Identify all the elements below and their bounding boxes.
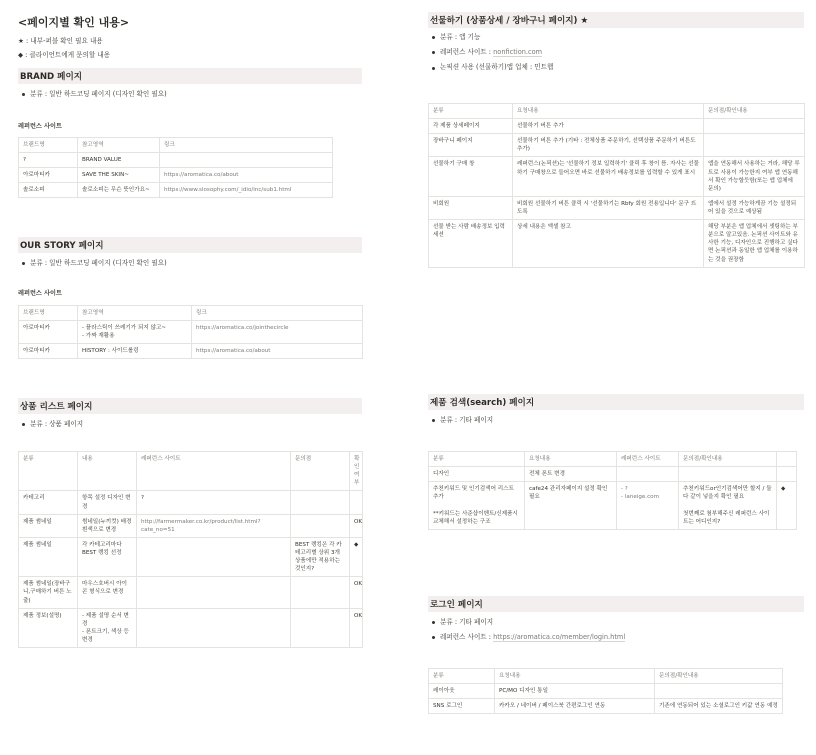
table-header: 분류	[19, 452, 78, 491]
brand-heading: BRAND 페이지	[18, 68, 362, 84]
table-cell: 각 제품 상세페이지	[429, 119, 513, 134]
table-cell: 선물하기 구매 창	[429, 157, 513, 196]
product-list-table	[18, 451, 363, 648]
table-header: 내용	[78, 452, 137, 491]
table-cell: OK	[350, 514, 363, 537]
table-cell: 아로마티카	[19, 321, 78, 344]
table-cell: 해당 부분은 앱 업체에서 셋팅하는 부분으로 알고있음. 논픽션 사이트와 유사한 기능, 디자인으로 진행하고 싶다면 논픽션과 동일한 앱 업체를 이용하는 것을 권장함	[704, 220, 805, 268]
table-header: 분류	[429, 104, 513, 119]
table-cell: ◆	[777, 482, 797, 530]
table-cell: 아로마티카	[19, 344, 78, 359]
table-header: 링크	[160, 138, 333, 153]
table-cell	[160, 153, 333, 168]
brand-ref-title: 레퍼런스 사이트	[18, 123, 62, 130]
table-cell	[291, 514, 350, 537]
table-header: 레퍼런스 사이트	[137, 452, 291, 491]
bullet-dot	[432, 419, 435, 422]
table-cell: SNS 로그인	[429, 699, 495, 714]
table-cell	[655, 684, 783, 699]
table-cell: 전체 폰트 변경	[525, 467, 617, 482]
gift-reference-link[interactable]: nonfiction.com	[493, 48, 543, 57]
table-cell	[617, 467, 679, 482]
gift-bullet-3-text: 논픽션 사용 (선물하기)앱 업체 : 민트햅	[440, 63, 554, 72]
bullet-dot	[432, 36, 435, 39]
table-header: 참고영역	[78, 306, 192, 321]
table-header: 분류	[429, 669, 495, 684]
table-cell: BRAND VALUE	[78, 153, 160, 168]
table-header: 참고영역	[78, 138, 160, 153]
table-cell: 제품 썸네일(장바구니,구매하기 버튼 노출)	[19, 577, 78, 608]
story-ref-title: 레퍼런스 사이트	[18, 290, 62, 297]
table-cell: 선물하기 버튼 추가 (기타 : 전체상품 주문하기, 선택상품 주문하기 버튼도 추가)	[513, 134, 704, 157]
table-cell: ?	[137, 491, 291, 514]
table-header: 문의점	[291, 452, 350, 491]
table-cell: ?	[19, 153, 78, 168]
login-table	[428, 668, 783, 714]
table-cell	[291, 491, 350, 514]
story-heading: OUR STORY 페이지	[18, 237, 362, 253]
search-table	[428, 451, 797, 530]
login-bullet-2-label: 레퍼런스 사이트 :	[440, 633, 494, 642]
table-cell: 비회원 선물하기 버튼 클릭 시 '선물하기는 Rbfy 회원 전용입니다' 문구 뜨도록	[513, 196, 704, 219]
gift-bullet-2-label: 레퍼런스 사이트 :	[440, 48, 494, 57]
table-cell: 솔로소피	[19, 183, 78, 198]
table-cell: 선물하기 버튼 추가	[513, 119, 704, 134]
table-cell: ◆	[350, 537, 363, 576]
gift-table	[428, 103, 805, 268]
table-cell: 각 카테고리마다 BEST 랭킹 선정	[78, 537, 137, 576]
table-cell: 솔로소피는 무슨 뜻인가요~	[78, 183, 160, 198]
table-cell	[704, 119, 805, 134]
gift-bullet-2	[432, 48, 804, 57]
table-cell: 추천키워드or인기검색어만 할지 / 둘 다 같이 넣을지 확인 필요 첫번째로 첨부해주신 레퍼런스 사이트는 어디인지?	[679, 482, 777, 530]
login-bullet-1-text: 분류 : 기타 페이지	[440, 618, 494, 626]
table-cell: 레이아웃	[429, 684, 495, 699]
table-cell: 제품 썸네일	[19, 537, 78, 576]
table-cell: 카카오 / 네이버 / 페이스북 간편로그인 연동	[495, 699, 655, 714]
login-reference-link[interactable]: https://aromatica.co/member/login.html	[493, 633, 626, 642]
gift-bullet-1-text: 분류 : 앱 기능	[440, 33, 481, 41]
search-bullet-text: 분류 : 기타 페이지	[440, 416, 494, 424]
login-bullet-2	[432, 633, 804, 642]
bullet-dot	[432, 636, 435, 639]
table-cell	[137, 537, 291, 576]
gift-bullet-3	[432, 63, 804, 72]
page-title: <페이지별 확인 내용>	[18, 16, 130, 29]
search-heading: 제품 검색(search) 페이지	[428, 394, 804, 410]
table-header: 링크	[192, 306, 363, 321]
table-cell	[291, 608, 350, 647]
table-cell: 상세 내용은 엑셀 참고	[513, 220, 704, 268]
brand-bullet-text: 분류 : 일반 하드코딩 페이지 (디자인 확인 필요)	[30, 90, 167, 98]
gift-heading: 선물하기 (상품상세 / 장바구니 페이지) ★	[428, 12, 804, 28]
table-cell: HISTORY : 사이드롤링	[78, 344, 192, 359]
product-list-bullet	[22, 420, 362, 429]
table-cell: 기존에 연동되어 있는 소셜로그인 키값 연동 예정	[655, 699, 783, 714]
story-bullet-text: 분류 : 일반 하드코딩 페이지 (디자인 확인 필요)	[30, 259, 167, 267]
table-cell: 선물 받는 사람 배송정보 입력 세션	[429, 220, 513, 268]
table-header: 확인여부	[350, 452, 363, 491]
table-cell: 제품 정보(설명)	[19, 608, 78, 647]
legend-client: ◆ : 클라이언트에게 문의할 내용	[18, 50, 111, 59]
bullet-dot	[22, 93, 25, 96]
table-cell: 아로마티카	[19, 168, 78, 183]
table-cell	[777, 467, 797, 482]
table-cell	[350, 491, 363, 514]
table-cell: 장바구니 페이지	[429, 134, 513, 157]
table-header	[777, 452, 797, 467]
table-header: 레퍼런스 사이트	[617, 452, 679, 467]
search-bullet	[432, 416, 804, 425]
link-cell[interactable]: https://aromatica.co/about	[192, 344, 363, 359]
bullet-dot	[432, 621, 435, 624]
link-cell[interactable]: http://farmermaker.co.kr/product/list.html?cate_no=51	[137, 514, 291, 537]
table-header: 브랜드명	[19, 306, 78, 321]
table-header: 분류	[429, 452, 525, 467]
legend-internal: ★ : 내부-퍼블 확인 필요 내용	[18, 37, 103, 45]
table-cell	[291, 577, 350, 608]
table-header: 문의점/확인내용	[655, 669, 783, 684]
table-header: 요청내용	[513, 104, 704, 119]
table-header: 요청내용	[495, 669, 655, 684]
table-cell: 앱에서 설정 가능하게끔 기능 설정되어 있을 것으로 예상됨	[704, 196, 805, 219]
table-cell	[679, 467, 777, 482]
link-cell[interactable]: https://aromatica.co/about	[160, 168, 333, 183]
table-cell: - 플라스틱이 쓰레기가 되지 않고~ - 가짜 재활용	[78, 321, 192, 344]
table-cell: PC/MO 디자인 통일	[495, 684, 655, 699]
brand-ref-table	[18, 137, 333, 198]
product-list-heading: 상품 리스트 페이지	[18, 398, 362, 414]
table-cell: OK	[350, 608, 363, 647]
table-cell	[137, 608, 291, 647]
brand-bullet	[22, 90, 362, 99]
link-cell[interactable]: - ? - laneige.com	[617, 482, 679, 530]
table-cell: - 제품 설명 순서 변경 - 폰트크기, 색상 등 변경	[78, 608, 137, 647]
login-heading: 로그인 페이지	[428, 596, 804, 612]
bullet-dot	[22, 262, 25, 265]
table-cell: OK	[350, 577, 363, 608]
table-header: 요청내용	[525, 452, 617, 467]
table-cell: 카테고리	[19, 491, 78, 514]
table-header: 문의점/확인내용	[679, 452, 777, 467]
bullet-dot	[432, 67, 435, 70]
table-cell	[137, 577, 291, 608]
table-cell: 항목 설정 디자인 변경	[78, 491, 137, 514]
table-cell	[704, 134, 805, 157]
table-cell: 디자인	[429, 467, 525, 482]
table-cell: 앱을 연동해서 사용하는 거라, 해당 루트로 사용이 가능한지 여부 앱 연동해서 확인 가능할듯함(또는 앱 업체에 문의)	[704, 157, 805, 196]
table-cell: SAVE THE SKIN~	[78, 168, 160, 183]
table-cell: 제품 썸네일	[19, 514, 78, 537]
story-ref-table	[18, 305, 363, 359]
table-cell: 썸네일(누끼컷) 배경 흰색으로 변경	[78, 514, 137, 537]
table-header: 문의점/확인내용	[704, 104, 805, 119]
login-bullet-1	[432, 618, 804, 627]
gift-bullet-1	[432, 33, 804, 42]
bullet-dot	[432, 51, 435, 54]
table-cell: BEST 랭킹은 각 카테고리별 상위 3개 상품에만 적용하는 것인지?	[291, 537, 350, 576]
product-list-bullet-text: 분류 : 상품 페이지	[30, 420, 84, 428]
link-cell[interactable]: https://aromatica.co/jointhecircle	[192, 321, 363, 344]
link-cell[interactable]: https://www.slosophy.com/_idio/inc/sub1.html	[160, 183, 333, 198]
story-bullet	[22, 259, 362, 268]
table-cell: 마우스호버시 아이콘 형식으로 변경	[78, 577, 137, 608]
table-cell: 추천키워드 및 인기검색어 리스트 추가 **키워드는 사준샵이벤트/신제품시 교체해서 설정하는 구조	[429, 482, 525, 530]
table-header: 브랜드명	[19, 138, 78, 153]
table-cell: 레퍼런스(논픽션)는 '선물하기 정보 입력하기' 클릭 후 창이 뜸. 자사는 선물하기 구매창으로 들어오면 바로 선물하기 배송정보를 입력할 수 있게 표시	[513, 157, 704, 196]
table-cell: 비회원	[429, 196, 513, 219]
table-cell: cafe24 관리자페이지 설정 확인 필요	[525, 482, 617, 530]
bullet-dot	[22, 423, 25, 426]
